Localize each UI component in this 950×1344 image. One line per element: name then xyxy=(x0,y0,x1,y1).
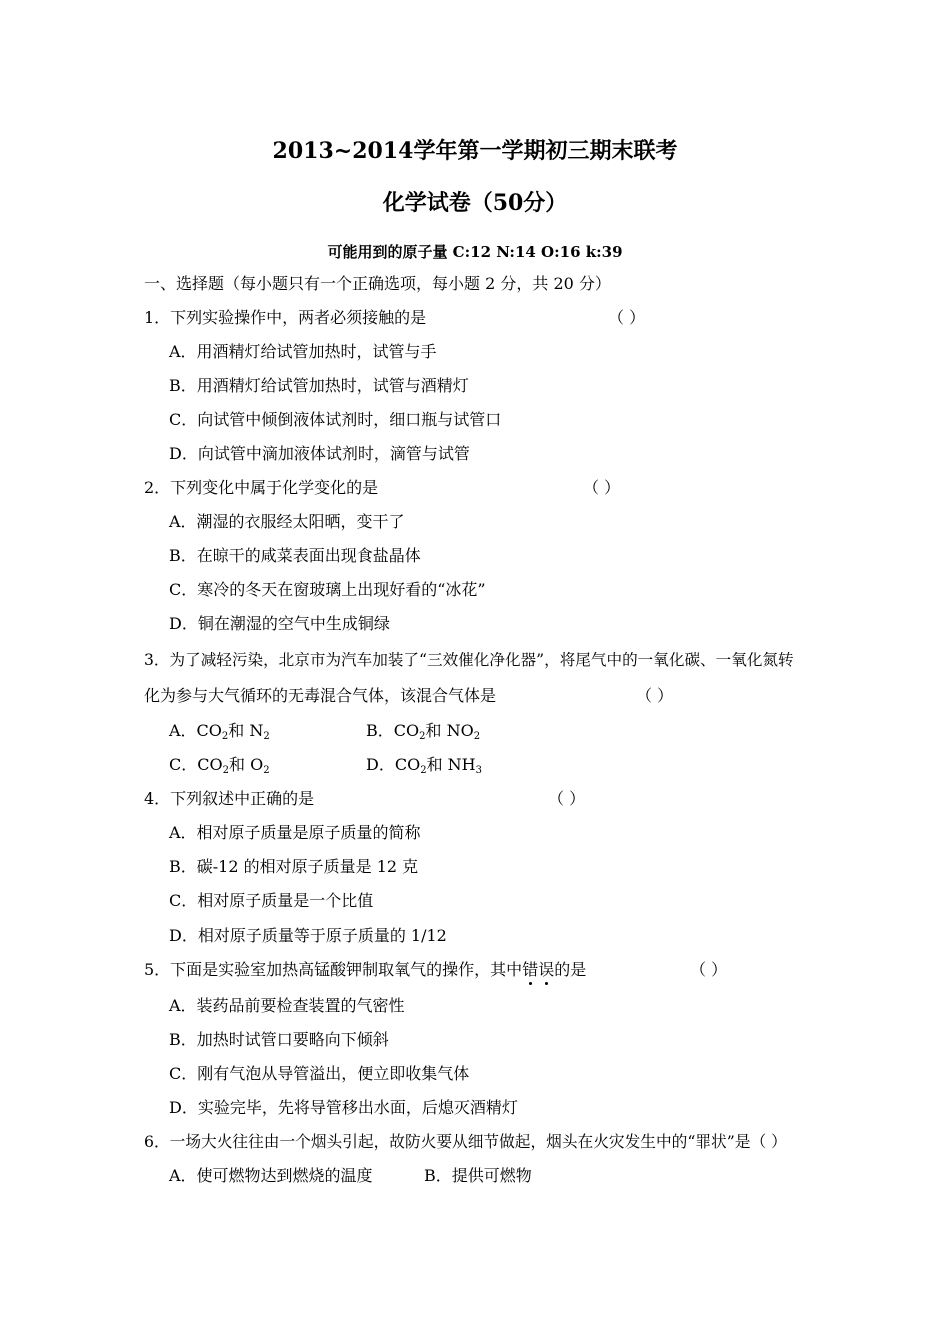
question-6-option-a: A．使可燃物达到燃烧的温度 xyxy=(169,1166,373,1185)
atomic-masses-line: 可能用到的原子量 C:12 N:14 O:16 k:39 xyxy=(327,243,623,261)
question-2-option-a: A．潮湿的衣服经太阳晒，变干了 xyxy=(169,512,405,531)
question-4-stem: 4．下列叙述中正确的是 xyxy=(144,789,315,808)
emphasis-dot-char: 错 xyxy=(522,960,539,979)
question-2-option-c: C．寒冷的冬天在窗玻璃上出现好看的“冰花” xyxy=(169,580,486,599)
question-1-answer-paren: （ ） xyxy=(608,308,646,327)
exam-subtitle: 化学试卷（50分） xyxy=(382,190,568,216)
question-6-stem: 6．一场大火往往由一个烟头引起，故防火要从细节做起，烟头在火灾发生中的“罪状”是（ ） xyxy=(144,1132,787,1151)
question-3-option-c: C．$CO_2$和 $O_2$ xyxy=(169,755,270,776)
question-2-option-b: B．在晾干的咸菜表面出现食盐晶体 xyxy=(169,546,421,565)
question-3-stem-line1: 3．为了减轻污染，北京市为汽车加装了“三效催化净化器”，将尾气中的一氧化碳、一氧化氮转 xyxy=(144,651,794,669)
question-3-stem-line2: 化为参与大气循环的无毒混合气体，该混合气体是 xyxy=(144,686,497,705)
question-1-option-b: B．用酒精灯给试管加热时，试管与酒精灯 xyxy=(169,376,469,395)
question-3-answer-paren: （ ） xyxy=(636,686,674,705)
question-2-answer-paren: （ ） xyxy=(583,478,621,497)
question-1-option-a: A．用酒精灯给试管加热时，试管与手 xyxy=(169,342,437,361)
emphasis-dot-char: 误 xyxy=(538,960,555,979)
question-5-option-a: A．装药品前要检查装置的气密性 xyxy=(169,996,405,1015)
question-1-option-c: C．向试管中倾倒液体试剂时，细口瓶与试管口 xyxy=(169,410,502,429)
question-5-answer-paren: （ ） xyxy=(690,960,728,979)
question-3-option-d: D．$CO_2$和 $NH_3$ xyxy=(366,755,482,776)
question-1-option-d: D．向试管中滴加液体试剂时，滴管与试管 xyxy=(169,444,470,463)
question-1-stem: 1．下列实验操作中，两者必须接触的是 xyxy=(144,308,427,327)
question-3-option-b: B．$CO_2$和 $NO_2$ xyxy=(366,721,481,742)
question-5-stem: 5．下面是实验室加热高锰酸钾制取氧气的操作，其中错误的是 xyxy=(144,960,587,979)
question-5-option-c: C．刚有气泡从导管溢出，便立即收集气体 xyxy=(169,1064,470,1083)
question-4-answer-paren: （ ） xyxy=(548,789,586,808)
question-4-option-a: A．相对原子质量是原子质量的简称 xyxy=(169,823,421,842)
question-2-stem: 2．下列变化中属于化学变化的是 xyxy=(144,478,379,497)
question-4-option-c: C．相对原子质量是一个比值 xyxy=(169,891,374,910)
section-heading: 一、选择题（每小题只有一个正确选项，每小题 2 分，共 20 分） xyxy=(144,274,611,293)
question-3-option-a: A．$CO_2$和 $N_2$ xyxy=(169,721,270,742)
question-2-option-d: D．铜在潮湿的空气中生成铜绿 xyxy=(169,614,390,633)
question-4-option-b: B．碳-12 的相对原子质量是 12 克 xyxy=(169,857,419,876)
question-5-option-b: B．加热时试管口要略向下倾斜 xyxy=(169,1030,389,1049)
question-6-option-b: B．提供可燃物 xyxy=(424,1166,532,1185)
question-4-option-d: D．相对原子质量等于原子质量的 1/12 xyxy=(169,926,447,945)
exam-title: 2013~2014学年第一学期初三期末联考 xyxy=(272,138,678,164)
question-5-option-d: D．实验完毕，先将导管移出水面，后熄灭酒精灯 xyxy=(169,1098,518,1117)
